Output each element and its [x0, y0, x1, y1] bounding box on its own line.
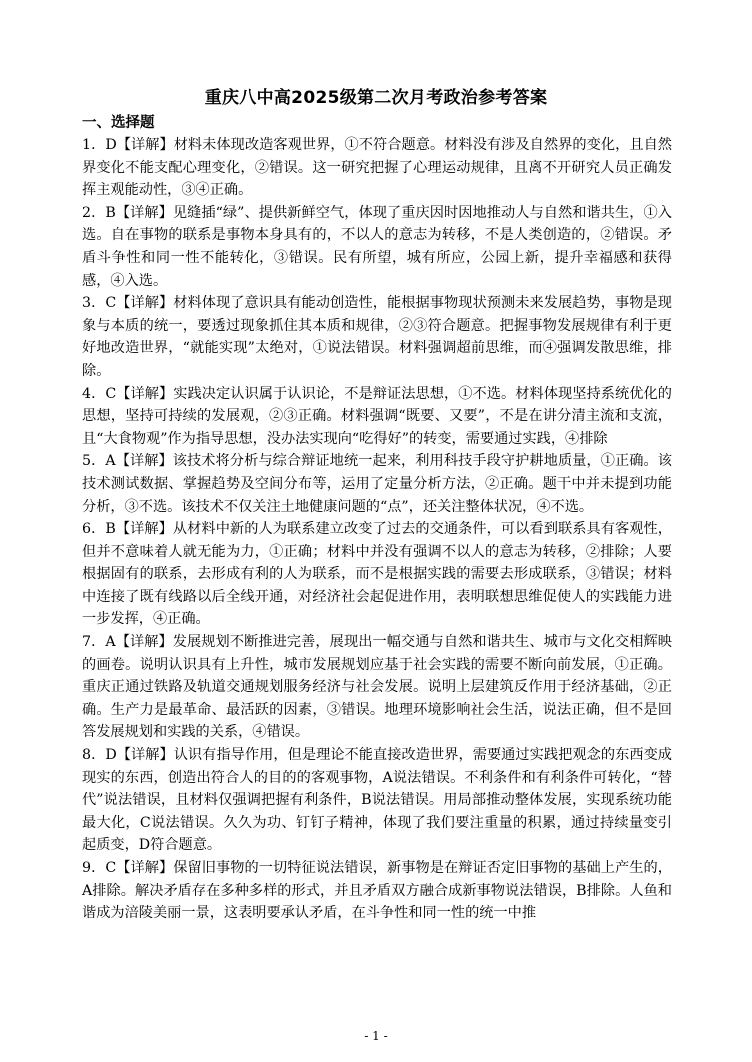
answer-item-7: 7．A【详解】发展规划不断推进完善，展现出一幅交通与自然和谐共生、城市与文化交相辉映的画卷。说明认识具有上升性，城市发展规划应基于社会实践的需要不断向前发展，①正确。重庆正通过铁路及轨道交通规划服务经济与社会发展。说明上层建筑反作用于经济基础，②正确。生产力是最革命、最活跃的因素，③错误。地理环境影响社会生活，说法正确，但不是回答发展规划和实践的关系，④错误。 — [82, 634, 672, 741]
answer-item-8: 8．D【详解】认识有指导作用，但是理论不能直接改造世界，需要通过实践把观念的东西变成现实的东西，创造出符合人的目的的客观事物，A说法错误。不利条件和有利条件可转化，“替代”说法错误，且材料仅强调把握有利条件，B说法错误。用局部推动整体发展，实现系统功能最大化，C说法错误。久久为功、钉钉子精神，体现了我们要注重量的积累，通过持续量变引起质变，D符合题意。 — [82, 747, 672, 854]
section-heading: 一、选择题 — [82, 115, 155, 131]
answer-item-6: 6．B【详解】从材料中新的人为联系建立改变了过去的交通条件，可以看到联系具有客观性，但并不意味着人就无能为力，①正确；材料中并没有强调不以人的意志为转移，②排除；人要根据固有的联系，去形成有利的人为联系，而不是根据实践的需要去形成联系，③错误；材料中连接了既有线路以后全线开通，对经济社会起促进作用，表明联想思维促使人的实践能力进一步发挥，④正确。 — [82, 521, 672, 628]
answer-item-9: 9．C【详解】保留旧事物的一切特征说法错误，新事物是在辩证否定旧事物的基础上产生的，A排除。解决矛盾存在多种多样的形式，并且矛盾双方融合成新事物说法错误，B排除。人鱼和谐成为涪陵美丽一景，这表明要承认矛盾，在斗争性和同一性的统一中推 — [82, 860, 672, 922]
answer-item-4: 4．C【详解】实践决定认识属于认识论，不是辩证法思想，①不选。材料体现坚持系统优化的思想，坚持可持续的发展观，②③正确。材料强调“既要、又要”，不是在讲分清主流和支流，且“大食物观”作为指导思想，没办法实现向“吃得好”的转变，需要通过实践，④排除 — [82, 385, 672, 447]
answer-item-3: 3．C【详解】材料体现了意识具有能动创造性，能根据事物现状预测未来发展趋势，事物是现象与本质的统一，要透过现象抓住其本质和规律，②③符合题意。把握事物发展规律有利于更好地改造世界，“就能实现”太绝对，①说法错误。材料强调超前思维，而④强调发散思维，排除。 — [82, 295, 672, 379]
answer-item-1: 1．D【详解】材料未体现改造客观世界，①不符合题意。材料没有涉及自然界的变化，且自然界变化不能支配心理变化，②错误。这一研究把握了心理运动规律，且离不开研究人员正确发挥主观能动性，③④正确。 — [82, 137, 672, 199]
page-title: 重庆八中高2025级第二次月考政治参考答案 — [204, 88, 548, 108]
page-number: - 1 - — [364, 1029, 388, 1043]
answer-item-5: 5．A【详解】该技术将分析与综合辩证地统一起来，利用科技手段守护耕地质量，①正确。该技术测试数据、掌握趋势及空间分布等，运用了定量分析方法，②正确。题干中并未提到功能分析，③不选。该技术不仅关注土地健康问题的“点”，还关注整体状况，④不选。 — [82, 453, 672, 515]
answer-list — [82, 134, 672, 925]
answer-item-2: 2．B【详解】见缝插“绿”、提供新鲜空气，体现了重庆因时因地推动人与自然和谐共生，①入选。自在事物的联系是事物本身具有的，不以人的意志为转移，不是人类创造的，②错误。矛盾斗争性和同一性不能转化，③错误。民有所望，城有所应，公园上新，提升幸福感和获得感，④入选。 — [82, 204, 672, 289]
